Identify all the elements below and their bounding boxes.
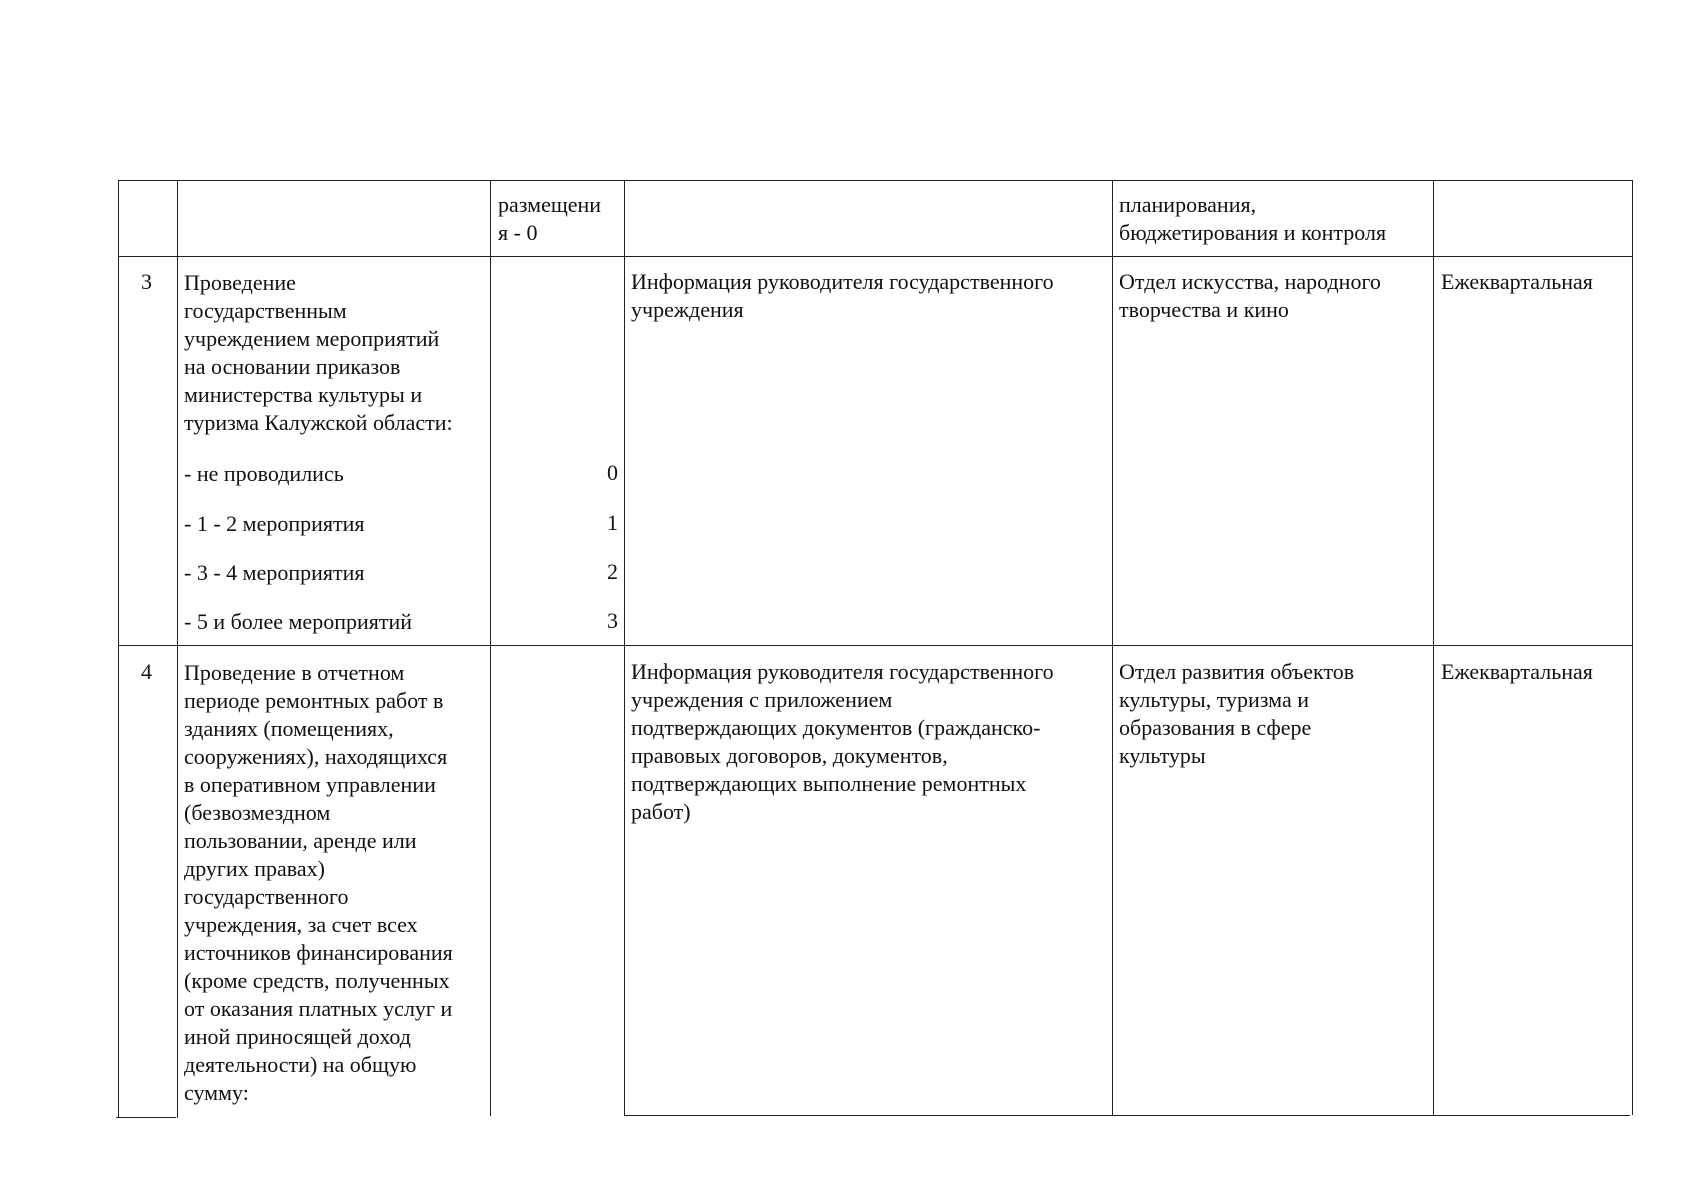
table-top-border (118, 180, 1632, 181)
option-score: 2 (607, 559, 618, 584)
cell-department-continuation: планирования, бюджетирования и контроля (1119, 192, 1387, 245)
option-label: - 1 - 2 мероприятия (184, 511, 365, 536)
col-border-0 (118, 180, 119, 1118)
cell-department: Отдел искусства, народного творчества и кино (1119, 269, 1381, 322)
row-number: 3 (141, 269, 152, 294)
cell-department: Отдел развития объектов культуры, туризма и образования в сфере культуры (1119, 659, 1355, 768)
col-border-2 (490, 180, 491, 1116)
col-border-4 (1112, 180, 1113, 1115)
cell-periodicity: Ежеквартальная (1441, 269, 1593, 294)
col-border-5 (1433, 180, 1434, 1115)
row-number: 4 (141, 659, 152, 684)
option-label: - не проводились (184, 461, 344, 486)
table-bottom-border-right (624, 1115, 1630, 1116)
cell-description: Проведение государственным учреждением мероприятий на основании приказов министерства культуры и туризма Калужской области: (184, 270, 453, 435)
cell-score-continuation: размещени я - 0 (498, 192, 602, 245)
row-divider-2 (118, 645, 1632, 646)
cell-description: Проведение в отчетном периоде ремонтных работ в зданиях (помещениях, сооружениях), находящихся в оперативном управлении (безвозмездном пользовании, аренде или других правах) государственного учреждения, за счет всех источников финансирования (кроме средств, полученных от оказания платных услуг и иной приносящей доход деятельности) на общую сумму: (184, 660, 453, 1105)
option-label: - 3 - 4 мероприятия (184, 560, 365, 585)
col-border-6 (1632, 180, 1633, 1115)
option-score: 3 (607, 608, 618, 633)
table-bottom-border-left (116, 1117, 176, 1118)
row-divider-1 (118, 256, 1632, 257)
col-border-1 (177, 180, 178, 1118)
col-border-3 (624, 180, 625, 1115)
cell-source: Информация руководителя государственного учреждения с приложением подтверждающих документов (гражданско- правовых договоров, документов, подтверждающих выполнение ремонтных работ) (631, 659, 1054, 824)
cell-periodicity: Ежеквартальная (1441, 659, 1593, 684)
cell-source: Информация руководителя государственного учреждения (631, 269, 1054, 322)
option-label: - 5 и более мероприятий (184, 609, 413, 634)
option-score: 0 (607, 460, 618, 485)
option-score: 1 (607, 510, 618, 535)
